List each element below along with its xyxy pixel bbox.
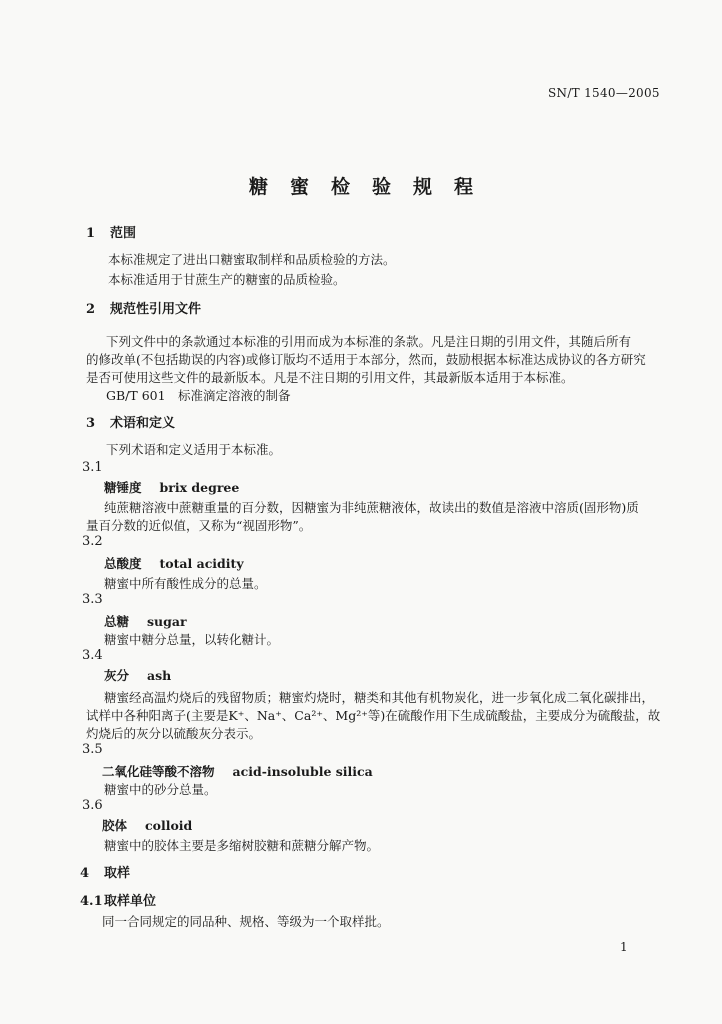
term-3-1-number: 3.1 [82, 460, 103, 475]
term-3-1-def-line-2: 量百分数的近似值，又称为“视固形物”。 [86, 518, 312, 533]
section-2-para-line-2: 的修改单(不包括勘误的内容)或修订版均不适用于本部分，然而，鼓励根据本标准达成协议的各方研究 [86, 352, 646, 367]
term-3-6-def: 糖蜜中的胶体主要是多缩树胶糖和蔗糖分解产物。 [104, 838, 380, 853]
term-3-4-def-line-2: 试样中各种阳离子(主要是K⁺、Na⁺、Ca²⁺、Mg²⁺等)在硫酸作用下生成硫酸盐，主要成分为硫酸盐，故 [86, 708, 661, 723]
section-3-heading: 3 术语和定义 [86, 416, 176, 431]
term-3-4-title: 灰分 ash [104, 668, 172, 683]
section-1-para-2: 本标准适用于甘蔗生产的糖蜜的品质检验。 [108, 272, 346, 287]
term-3-3-def: 糖蜜中糖分总量，以转化糖计。 [104, 632, 280, 647]
page-number: 1 [620, 940, 628, 954]
term-3-5-def: 糖蜜中的砂分总量。 [104, 782, 217, 797]
term-3-6-title: 胶体 colloid [102, 818, 193, 833]
term-3-1-def-line-1: 纯蔗糖溶液中蔗糖重量的百分数，因糖蜜为非纯蔗糖液体，故读出的数值是溶液中溶质(固形物)质 [104, 500, 639, 515]
term-3-5-number: 3.5 [82, 742, 103, 757]
term-3-6-number: 3.6 [82, 798, 103, 813]
section-2-reference: GB/T 601 标准滴定溶液的制备 [106, 388, 291, 403]
term-3-3-title: 总糖 sugar [104, 614, 187, 629]
term-3-2-def: 糖蜜中所有酸性成分的总量。 [104, 576, 267, 591]
section-4-1-heading: 4.1取样单位 [80, 894, 157, 909]
term-3-4-number: 3.4 [82, 648, 103, 663]
term-3-4-def-line-1: 糖蜜经高温灼烧后的残留物质；糖蜜灼烧时，糖类和其他有机物炭化，进一步氧化成二氧化碳排出， [104, 690, 655, 705]
term-3-1-title: 糖锤度 brix degree [104, 480, 240, 495]
term-3-2-title: 总酸度 total acidity [104, 556, 244, 571]
section-2-heading: 2 规范性引用文件 [86, 302, 202, 317]
term-3-3-number: 3.3 [82, 592, 103, 607]
section-4-1-para: 同一合同规定的同品种、规格、等级为一个取样批。 [102, 914, 390, 929]
standard-number: SN/T 1540—2005 [548, 86, 660, 100]
section-1-para-1: 本标准规定了进出口糖蜜取制样和品质检验的方法。 [108, 252, 396, 267]
section-4-heading: 4 取样 [80, 866, 131, 881]
section-2-para-line-3: 是否可使用这些文件的最新版本。凡是不注日期的引用文件，其最新版本适用于本标准。 [86, 370, 574, 385]
section-3-intro: 下列术语和定义适用于本标准。 [106, 442, 282, 457]
term-3-4-def-line-3: 灼烧后的灰分以硫酸灰分表示。 [86, 726, 262, 741]
term-3-2-number: 3.2 [82, 534, 103, 549]
term-3-5-title: 二氧化硅等酸不溶物 acid-insoluble silica [102, 764, 373, 779]
page-title: 糖蜜检验规程 [248, 176, 495, 198]
section-1-heading: 1 范围 [86, 226, 137, 241]
section-2-para-line-1: 下列文件中的条款通过本标准的引用而成为本标准的条款。凡是注日期的引用文件，其随后所有 [106, 334, 632, 349]
